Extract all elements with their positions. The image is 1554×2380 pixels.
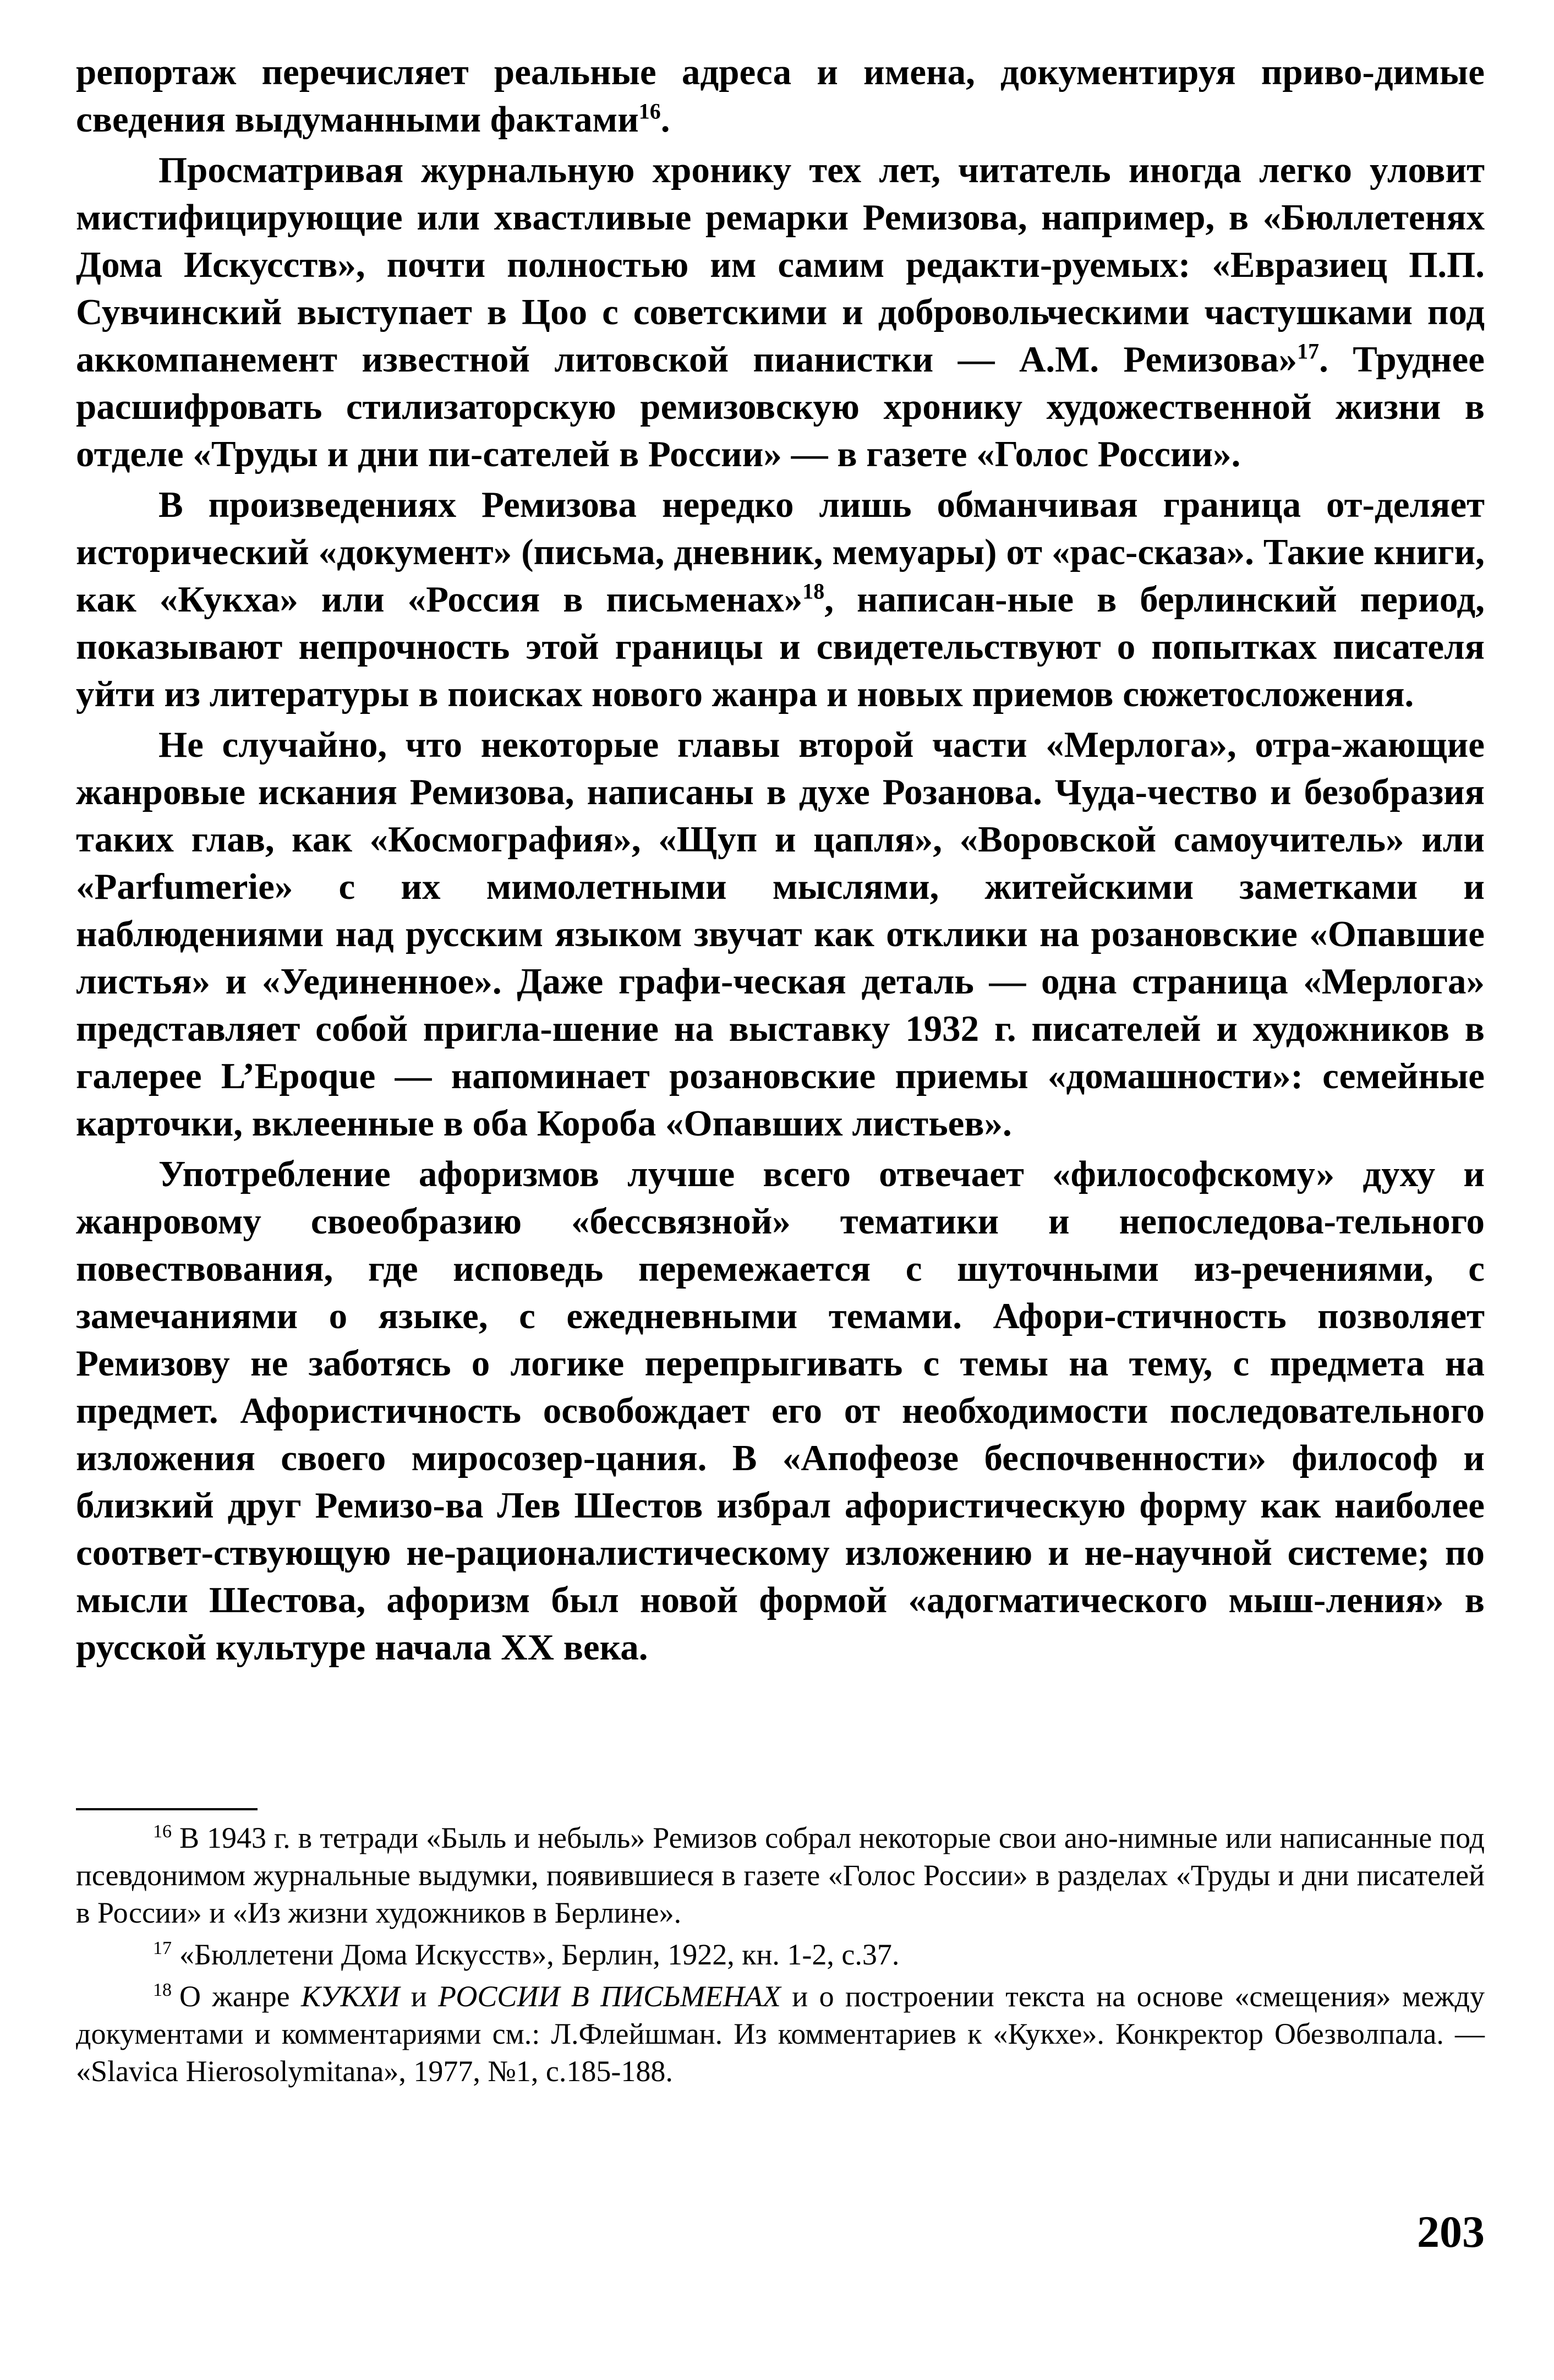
footnote-18-title-rossiya: РОССИИ В ПИСЬМЕНАХ <box>438 1980 781 2013</box>
footnote-16 <box>76 1819 1485 1931</box>
footnote-17-number: 17 <box>153 1938 172 1958</box>
footnote-16-number: 16 <box>153 1821 172 1842</box>
paragraph-3-text-b: , написан-ные в берлинский период, показывают непрочность этой границы и свидетельствуют о попытках писателя уйти из литературы в поисках нового жанра и новых приемов сюжетосложения. <box>76 579 1485 714</box>
footnote-17 <box>76 1936 1485 1973</box>
footnote-18-title-kukha: КУКХИ <box>300 1980 400 2013</box>
footnotes <box>76 1819 1485 2094</box>
paragraph-2-text-b: . Труднее расшифровать стилизаторскую ремизовскую хронику художественной жизни в отделе «Труды и дни пи-сателей в России» — в газете «Голос России». <box>76 339 1485 474</box>
footnote-18-text-a: О жанре <box>179 1980 301 2013</box>
footnote-16-text: В 1943 г. в тетради «Быль и небыль» Ремизов собрал некоторые свои ано-нимные или написанные под псевдонимом журнальные выдумки, появившиеся в газете «Голос России» в разделах «Труды и дни писателей в России» и «Из жизни художников в Берлине». <box>76 1821 1485 1929</box>
paragraph-4: Не случайно, что некоторые главы второй части «Мерлога», отра-жающие жанровые искания Ремизова, написаны в духе Розанова. Чуда-чество и безобразия таких глав, как «Космография», «Щуп и цапля», «Воровской самоучитель» или «Parfumerie» с их мимолетными мыслями, житейскими заметками и наблюдениями над русским языком звучат как отклики на розановские «Опавшие листья» и «Уединенное». Даже графи-ческая деталь — одна страница «Мерлога» представляет собой пригла-шение на выставку 1932 г. писателей и художников в галерее L’Epoque — напоминает розановские приемы «домашности»: семейные карточки, вклеенные в оба Короба «Опавших листьев». <box>76 724 1485 1144</box>
footnote-17-text: «Бюллетени Дома Искусств», Берлин, 1922, кн. 1-2, с.37. <box>179 1938 900 1971</box>
paragraph-5: Употребление афоризмов лучше всего отвечает «философскому» духу и жанровому своеобразию «бессвязной» тематики и непоследова-тельного повествования, где исповедь перемежается с шуточными из-речениями, с замечаниями о языке, с ежедневными темами. Афори-стичность позволяет Ремизову не заботясь о логике перепрыгивать с темы на тему, с предмета на предмет. Афористичность освобождает его от необходимости последовательного изложения своего миросозер-цания. В «Апофеозе беспочвенности» философ и близкий друг Ремизо-ва Лев Шестов избрал афористическую форму как наиболее соответ-ствующую не-рационалистическому изложению и не-научной системе; по мысли Шестова, афоризм был новой формой «адогматического мыш-ления» в русской культуре начала XX века. <box>76 1154 1485 1668</box>
main-text <box>76 48 1485 1671</box>
footnote-18 <box>76 1978 1485 2090</box>
footnote-divider <box>76 1808 258 1810</box>
paragraph-1-end: . <box>660 99 670 140</box>
paragraph-3 <box>76 481 1485 718</box>
footnote-18-number: 18 <box>153 1980 172 2000</box>
page-number: 203 <box>1417 2207 1485 2257</box>
footnote-18-text-c: и о построении текста на основе «смещения» между документами и комментариями см.: Л.Флейшман. Из комментариев к «Кукхе». Конкректор Обезволпала. — «Slavica Hierosolymitana», 1977, №1, с.185-188. <box>76 1980 1485 2088</box>
paragraph-1 <box>76 48 1485 143</box>
paragraph-2-text-a: Просматривая журнальную хронику тех лет, читатель иногда легко уловит мистифицирующие или хвастливые ремарки Ремизова, например, в «Бюллетенях Дома Искусств», почти полностью им самим редакти-руемых: «Евразиец П.П. Сувчинский выступает в Цоо с советскими и добровольческими частушками под аккомпанемент известной литовской пианистки — А.М. Ремизова» <box>76 150 1485 380</box>
footnote-ref-16[interactable]: 16 <box>638 99 661 124</box>
footnote-ref-17[interactable]: 17 <box>1297 339 1320 364</box>
paragraph-1-text: репортаж перечисляет реальные адреса и имена, документируя приво-димые сведения выдуманными фактами <box>76 52 1485 140</box>
paragraph-3-text-a: В произведениях Ремизова нередко лишь обманчивая граница от-деляет исторический «документ» (письма, дневник, мемуары) от «рас-сказа». Такие книги, как «Кукха» или «Россия в письменах» <box>76 484 1485 620</box>
footnote-ref-18[interactable]: 18 <box>802 578 825 604</box>
paragraph-2 <box>76 146 1485 478</box>
footnote-18-text-b: и <box>400 1980 439 2013</box>
